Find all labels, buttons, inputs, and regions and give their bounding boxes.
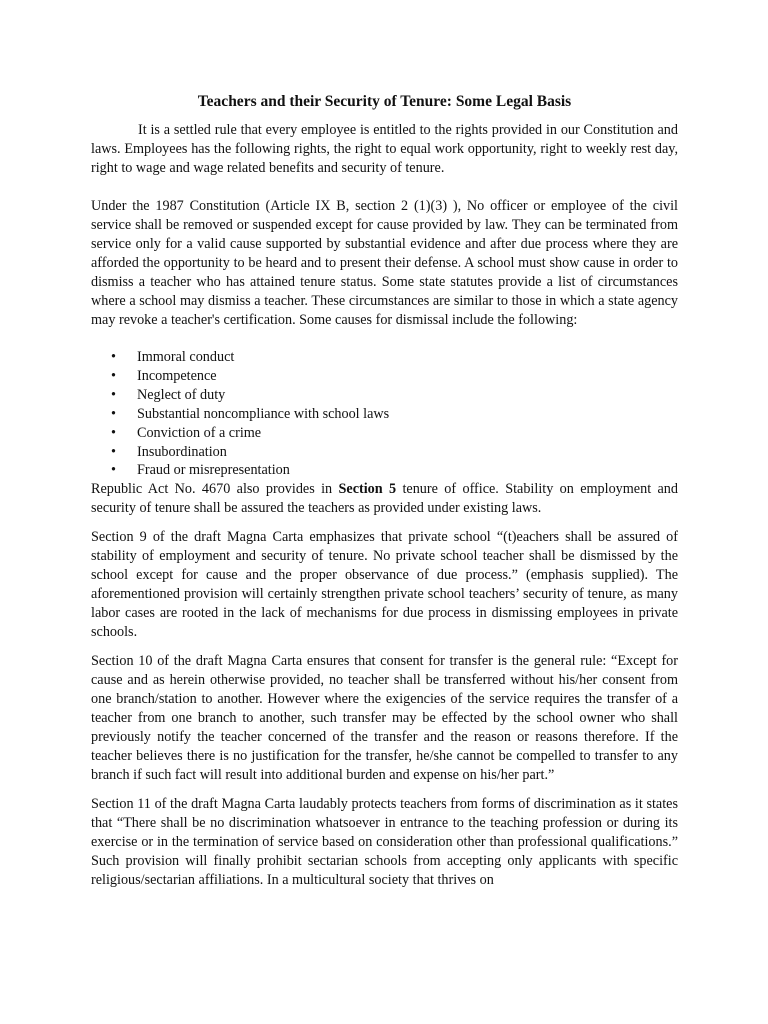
ra-text-before: Republic Act No. 4670 also provides in	[91, 481, 339, 498]
document-title: Teachers and their Security of Tenure: Some Legal Basis	[197, 93, 572, 110]
section-5-bold: Section 5	[338, 481, 397, 498]
list-item: • Incompetence	[137, 367, 678, 386]
list-item: • Insubordination	[137, 443, 678, 462]
paragraph-constitution: Under the 1987 Constitution (Article IX B, section 2 (1)(3) ), No officer or employee of the civil service shall be removed or suspended except for cause provided by law. They can be terminated from service only for a valid cause supported by substantial evidence and after due process where they are afforded the opportunity to be heard and to present their defense. A school must show cause in order to dismiss a teacher who has attained tenure status. Some state statutes provide a list of circumstances where a school may dismiss a teacher. These circumstances are similar to those in which a state agency may revoke a teacher's certification. Some causes for dismissal include the following:	[91, 198, 678, 328]
paragraph-employee-rights: It is a settled rule that every employee is entitled to the rights provided in our Constitution and laws. Employees has the following rights, the right to equal work opportunity, right to weekly rest day, right to wage and wage related benefits and security of tenure.	[91, 122, 678, 176]
list-item: • Substantial noncompliance with school laws	[137, 405, 678, 424]
list-item: • Neglect of duty	[137, 386, 678, 405]
paragraph-section-11: Section 11 of the draft Magna Carta laudably protects teachers from forms of discrimination as it states that “There shall be no discrimination whatsoever in entrance to the teaching profession or during its exercise or in the termination of service based on consideration other than professional qualifications.” Such provision will finally prohibit sectarian schools from accepting only applicants with specific religious/sectarian affiliations. In a multicultural society that thrives on	[91, 796, 678, 889]
paragraph-section-10: Section 10 of the draft Magna Carta ensures that consent for transfer is the general rule: “Except for cause and as herein otherwise provided, no teacher shall be transferred without his/her consent from one branch/station to another. However where the exigencies of the service requires the transfer of a teacher from one branch to another, such transfer may be effected by the school owner who shall previously notify the teacher concerned of the transfer and the reason or reasons therefore. If the teacher believes there is no justification for the transfer, he/she cannot be compelled to transfer to any branch if such fact will result into additional burden and expense on his/her part.”	[91, 653, 678, 784]
list-item: • Conviction of a crime	[137, 424, 678, 443]
paragraph-republic-act	[91, 480, 678, 518]
paragraph-section-9: Section 9 of the draft Magna Carta emphasizes that private school “(t)eachers shall be assured of stability of employment and security of tenure. No private school teacher shall be dismissed by the school except for cause and the proper observance of due process.” (emphasis supplied). The aforementioned provision will certainly strengthen private school teachers’ security of tenure, as many labor cases are rooted in the lack of mechanisms for due process in dismissing employees in private schools.	[91, 529, 678, 641]
list-item: • Immoral conduct	[137, 348, 678, 367]
list-item: • Fraud or misrepresentation	[137, 461, 678, 480]
causes-list	[91, 348, 678, 480]
ra-text-after: tenure of office. Stability on employment and security of tenure shall be assured the teachers as provided under existing laws.	[91, 481, 678, 517]
